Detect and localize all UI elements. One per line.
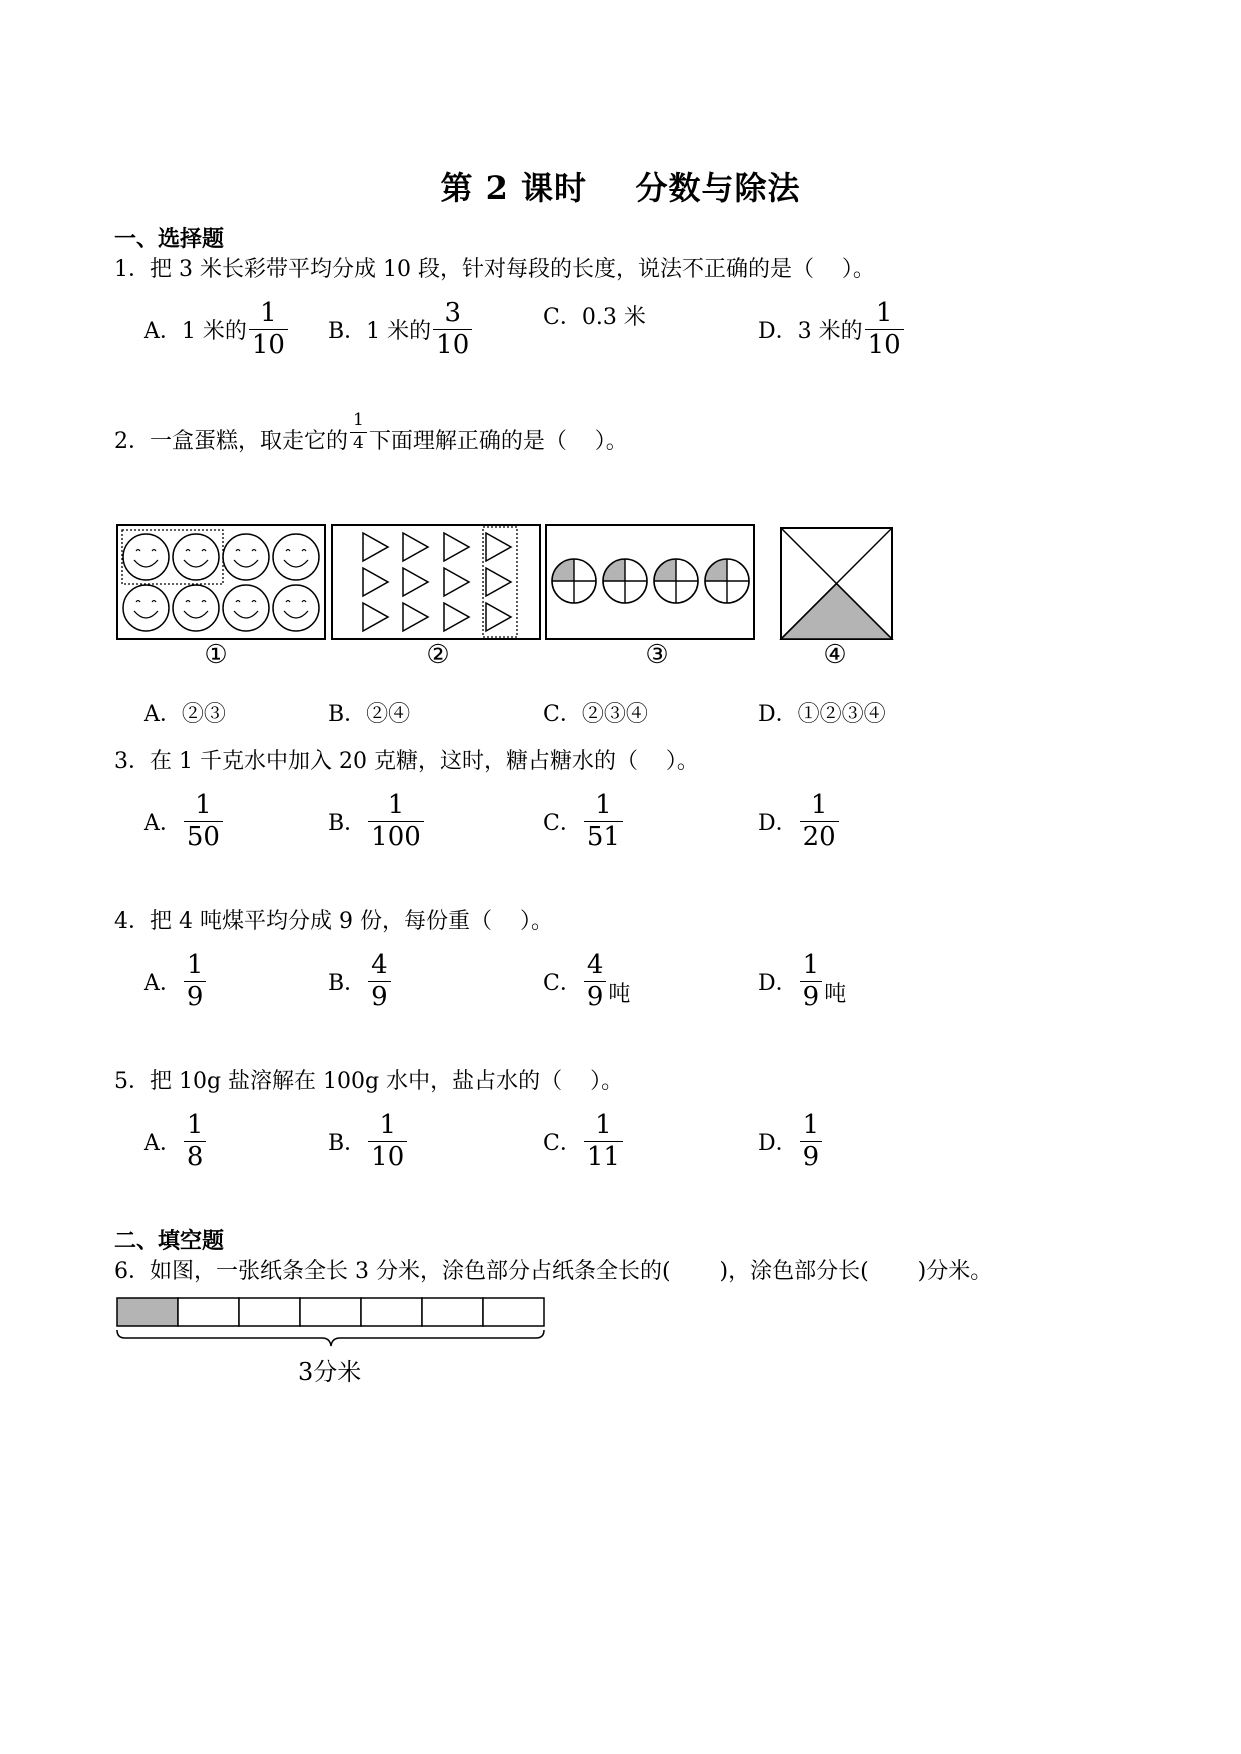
question-2-stem-before: 2．一盒蛋糕，取走它的: [114, 428, 348, 454]
fraction-numerator: 1: [810, 790, 828, 820]
question-4-option-d[interactable]: [758, 952, 846, 1012]
fraction-denominator: 9: [800, 1141, 823, 1171]
smiley-face-icon: [273, 534, 319, 580]
option-fraction: [584, 952, 607, 1012]
figure-2-triangles: [332, 525, 540, 639]
option-label: D．: [758, 1131, 798, 1157]
figure-1-frame: [117, 525, 325, 639]
fraction-denominator: 9: [184, 981, 207, 1011]
question-3-stem: 3．在 1 千克水中加入 20 克糖，这时，糖占糖水的（ ）。: [114, 749, 699, 774]
option-label: B．1 米的: [328, 319, 432, 345]
triangle-icon: [444, 533, 469, 561]
fraction-numerator: 4: [586, 950, 604, 980]
fraction-numerator: 3: [444, 298, 461, 328]
strip-segment: [300, 1298, 361, 1326]
fraction-numerator: 4: [371, 950, 388, 980]
strip-brace: [117, 1330, 544, 1346]
smiley-face-icon: [223, 534, 269, 580]
question-5-option-b[interactable]: [328, 1112, 409, 1172]
strip-length-label: 3分米: [298, 1358, 362, 1386]
fraction-denominator: 10: [249, 329, 288, 359]
fraction-numerator: 1: [353, 410, 364, 430]
option-fraction: [800, 792, 839, 852]
option-label: D．: [758, 971, 798, 997]
triangle-icon: [444, 568, 469, 596]
section-heading-fill-blank: 二、填空题: [114, 1228, 225, 1254]
option-label: A．: [144, 1131, 182, 1157]
question-3-option-d[interactable]: [758, 792, 841, 852]
strip-segment: [483, 1298, 544, 1326]
fraction-numerator: 1: [186, 1110, 204, 1140]
page-title: 第 2 课时 分数与除法: [440, 169, 801, 207]
option-label: A．: [144, 971, 182, 997]
question-5-option-c[interactable]: [543, 1112, 625, 1172]
figure-label-2: ②: [426, 640, 450, 670]
figure-1-smileys: [117, 525, 325, 639]
triangle-icon: [363, 533, 388, 561]
question-1-stem: 1．把 3 米长彩带平均分成 10 段，针对每段的长度，说法不正确的是（ ）。: [114, 257, 875, 282]
question-4-option-c[interactable]: [543, 952, 630, 1012]
figure-4-square: [781, 528, 892, 639]
option-label: C．: [543, 811, 582, 837]
strip-segment: [178, 1298, 239, 1326]
fraction-numerator: 1: [802, 950, 820, 980]
fraction-denominator: 9: [584, 981, 607, 1011]
triangle-icon: [444, 603, 469, 631]
question-6-stem: 6．如图，一张纸条全长 3 分米，涂色部分占纸条全长的( )，涂色部分长( )分米。: [114, 1259, 993, 1284]
option-label: B．: [328, 1131, 367, 1157]
question-3-option-b[interactable]: [328, 792, 426, 852]
triangle-icon: [403, 568, 428, 596]
fraction-denominator: 10: [433, 329, 472, 359]
smiley-face-icon: [123, 585, 169, 631]
question-3-option-c[interactable]: [543, 792, 625, 852]
triangle-icon: [403, 533, 428, 561]
strip-segment: [422, 1298, 483, 1326]
figure-4-shaded-triangle: [781, 584, 892, 640]
question-5-option-d[interactable]: [758, 1112, 824, 1172]
strip-segment: [361, 1298, 422, 1326]
option-label: D．: [758, 811, 798, 837]
smiley-face-icon: [173, 534, 219, 580]
question-2-option-d[interactable]: D．①②③④: [758, 702, 886, 727]
triangle-icon: [486, 533, 511, 561]
option-label: B．: [328, 811, 367, 837]
fraction-denominator: 20: [800, 821, 839, 851]
question-2-option-a[interactable]: A．②③: [144, 702, 226, 727]
fraction-numerator: 1: [379, 1110, 396, 1140]
figure-label-4: ④: [823, 640, 847, 670]
question-4-option-a[interactable]: [144, 952, 208, 1012]
strip-segment: [239, 1298, 300, 1326]
option-fraction: [184, 1112, 207, 1172]
option-label: C．: [543, 971, 582, 997]
smiley-face-icon: [273, 585, 319, 631]
fraction-denominator: 9: [800, 981, 823, 1011]
quartered-circle-icon: [552, 559, 596, 603]
question-2-option-b[interactable]: B．②④: [328, 702, 411, 727]
fraction-numerator: 1: [186, 950, 204, 980]
option-label: B．: [328, 971, 367, 997]
option-label: A．: [144, 811, 182, 837]
question-2-option-c[interactable]: C．②③④: [543, 702, 648, 727]
figure-3-frame: [546, 525, 754, 639]
fraction-denominator: 4: [350, 432, 367, 453]
option-fraction: [184, 952, 207, 1012]
option-fraction: [184, 792, 223, 852]
smiley-face-icon: [223, 585, 269, 631]
option-label: D．3 米的: [758, 319, 863, 345]
fraction-denominator: 8: [184, 1141, 207, 1171]
quartered-circle-icon: [705, 559, 749, 603]
option-fraction: [368, 792, 424, 852]
option-unit: 吨: [608, 981, 631, 1007]
option-fraction: [800, 952, 823, 1012]
question-5-option-a[interactable]: [144, 1112, 208, 1172]
fraction-denominator: 10: [865, 329, 904, 359]
question-2-stem-after: 下面理解正确的是（ ）。: [368, 428, 628, 454]
option-unit: 吨: [824, 981, 847, 1007]
triangle-icon: [363, 603, 388, 631]
smiley-face-icon: [123, 534, 169, 580]
question-3-option-a[interactable]: [144, 792, 225, 852]
section-heading-choice: 一、选择题: [114, 226, 225, 252]
question-4-stem: 4．把 4 吨煤平均分成 9 份，每份重（ ）。: [114, 909, 553, 934]
figure-3-circles: [546, 525, 754, 639]
fraction-numerator: 1: [875, 298, 893, 328]
strip-segment: [117, 1298, 178, 1326]
question-2-figures: [0, 0, 1241, 700]
quartered-circle-icon: [603, 559, 647, 603]
triangle-icon: [486, 568, 511, 596]
quartered-circle-icon: [654, 559, 698, 603]
question-5-stem: 5．把 10g 盐溶解在 100g 水中，盐占水的（ ）。: [114, 1069, 624, 1094]
triangle-icon: [486, 603, 511, 631]
fraction-denominator: 11: [584, 1141, 623, 1171]
option-label: A．1 米的: [144, 319, 247, 345]
fraction-numerator: 1: [595, 790, 612, 820]
fraction-denominator: 51: [584, 821, 623, 851]
fraction-denominator: 100: [368, 821, 424, 851]
fraction-denominator: 10: [368, 1141, 407, 1171]
triangle-icon: [363, 568, 388, 596]
figure-label-1: ①: [204, 640, 228, 670]
fraction-numerator: 1: [387, 790, 405, 820]
option-label: C．: [543, 1131, 582, 1157]
fraction-denominator: 9: [368, 981, 391, 1011]
fraction-numerator: 1: [195, 790, 212, 820]
option-fraction: [584, 1112, 623, 1172]
option-fraction: [584, 792, 623, 852]
smiley-face-icon: [173, 585, 219, 631]
question-6-paper-strip: [0, 1290, 600, 1350]
option-fraction: [368, 952, 391, 1012]
fraction-denominator: 50: [184, 821, 223, 851]
option-fraction: [800, 1112, 823, 1172]
option-fraction: [368, 1112, 407, 1172]
triangle-icon: [403, 603, 428, 631]
question-4-option-b[interactable]: [328, 952, 393, 1012]
fraction-numerator: 1: [260, 298, 277, 328]
option-label: C．0.3 米: [543, 305, 646, 330]
fraction-numerator: 1: [595, 1110, 612, 1140]
figure-label-3: ③: [645, 640, 669, 670]
fraction-numerator: 1: [802, 1110, 820, 1140]
